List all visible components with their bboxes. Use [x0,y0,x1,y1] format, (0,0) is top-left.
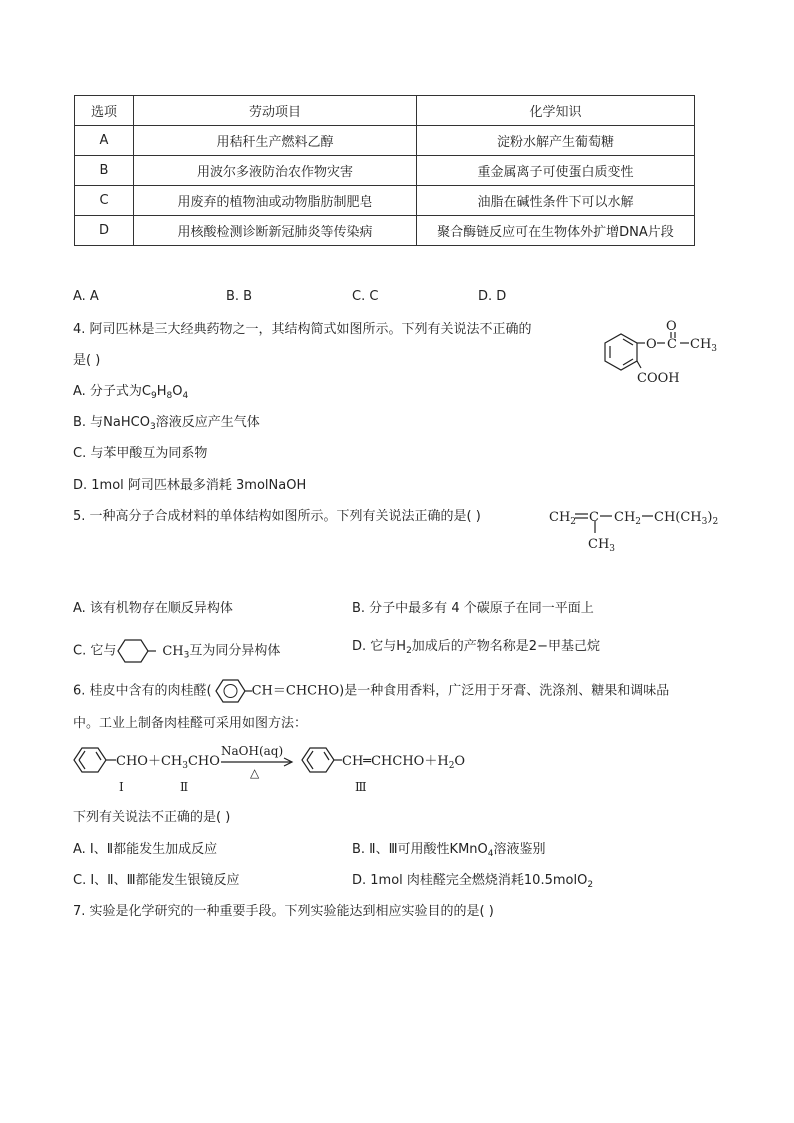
table-cell: 用波尔多液防治农作物灾害 [134,156,417,186]
q5-option-c[interactable]: C. 它与 $CH_3$互为同分异构体 [73,636,280,666]
table-row [75,186,695,216]
q6-stem-line2: 中。工业上制备肉桂醛可采用如图方法： [73,716,308,731]
table-row [75,156,695,186]
q4-option-d[interactable]: D. 1mol 阿司匹林最多消耗 3molNaOH [73,478,307,493]
q4-option-a[interactable]: A. 分子式为$C_9H_8O_4$ [73,384,189,401]
condition-top: NaOH(aq) [221,744,284,758]
table-cell: B [75,156,134,186]
q4-stem-line1: 4. 阿司匹林是三大经典药物之一，其结构简式如图所示。下列有关说法不正确的 [73,322,532,337]
q6-option-c[interactable]: C. Ⅰ、Ⅱ、Ⅲ都能发生银镜反应 [73,873,240,888]
carbonyl-carbon: C [667,337,677,352]
condition-bottom: △ [250,766,260,780]
aspirin-structure [585,316,725,388]
reactant-text: $CHO+CH_3CHO$ [116,754,220,771]
benzene-ring-1 [74,748,106,772]
benzene-ring-2 [302,748,334,772]
monomer-isopropyl: $CH(CH_3)_2$ [654,510,719,527]
q4-option-b[interactable]: B. 与NaHCO$_3$溶液反应产生气体 [73,415,260,432]
carboxyl-group: COOH [637,371,680,386]
table-header-row [75,96,695,126]
ester-oxygen: O [646,337,657,352]
monomer-c: C [589,510,599,525]
label-one: Ⅰ [119,780,124,794]
table-cell: 聚合酶链反应可在生物体外扩增DNA片段 [417,216,695,246]
methyl-group: $CH_3$ [690,337,718,354]
table-cell: 用秸秆生产燃料乙醇 [134,126,417,156]
table-row [75,216,695,246]
label-three: Ⅲ [355,780,367,794]
q3-option-b[interactable]: B. B [226,289,253,304]
q4-stem-line2: 是( ) [73,353,101,368]
q3-option-c[interactable]: C. C [352,289,379,304]
table-cell: 油脂在碱性条件下可以水解 [417,186,695,216]
options-table [74,95,695,246]
table-row [75,126,695,156]
q4-option-c[interactable]: C. 与苯甲酸互为同系物 [73,446,208,461]
carbonyl-oxygen: O [666,319,677,334]
product-text: $CH═CHCHO+H_2O$ [342,754,466,771]
table-cell: 淀粉水解产生葡萄糖 [417,126,695,156]
q6-option-a[interactable]: A. Ⅰ、Ⅱ都能发生加成反应 [73,842,218,857]
table-cell: 用废弃的植物油或动物脂肪制肥皂 [134,186,417,216]
table-cell: C [75,186,134,216]
q5-stem: 5. 一种高分子合成材料的单体结构如图所示。下列有关说法正确的是( ) [73,509,481,524]
q3-option-a[interactable]: A. A [73,289,99,304]
monomer-ch2-b: $CH_2$ [614,510,642,527]
table-cell: 重金属离子可使蛋白质变性 [417,156,695,186]
monomer-structure [546,505,726,555]
monomer-methyl-branch: $CH_3$ [588,537,616,554]
q7-stem: 7. 实验是化学研究的一种重要手段。下列实验能达到相应实验目的的是( ) [73,904,494,919]
q3-option-d[interactable]: D. D [478,289,507,304]
table-header: 化学知识 [417,96,695,126]
table-cell: 用核酸检测诊断新冠肺炎等传染病 [134,216,417,246]
methylcyclohexane-structure [116,636,168,666]
q6-option-b[interactable]: B. Ⅱ、Ⅲ可用酸性KMnO$_4$溶液鉴别 [352,842,546,859]
q5-option-a[interactable]: A. 该有机物存在顺反异构体 [73,601,233,616]
monomer-ch2: $CH_2$ [549,510,577,527]
benzene-icon [212,677,252,705]
q5-option-b[interactable]: B. 分子中最多有 4 个碳原子在同一平面上 [352,601,594,616]
table-header: 劳动项目 [134,96,417,126]
table-cell: D [75,216,134,246]
label-two: Ⅱ [180,780,189,794]
cinnamaldehyde-reaction [70,741,490,797]
q6-prompt: 下列有关说法不正确的是( ) [73,810,231,825]
q6-stem-line1: 6. 桂皮中含有的肉桂醛( CH＝CHCHO)是一种食用香料，广泛用于牙膏、洗涤剂、糖果和调味品 [73,677,669,705]
table-header: 选项 [75,96,134,126]
table-cell: A [75,126,134,156]
q6-option-d[interactable]: D. 1mol 肉桂醛完全燃烧消耗10.5molO$_2$ [352,873,594,890]
q5-option-d[interactable]: D. 它与$H_2$加成后的产物名称是2−甲基己烷 [352,639,600,656]
